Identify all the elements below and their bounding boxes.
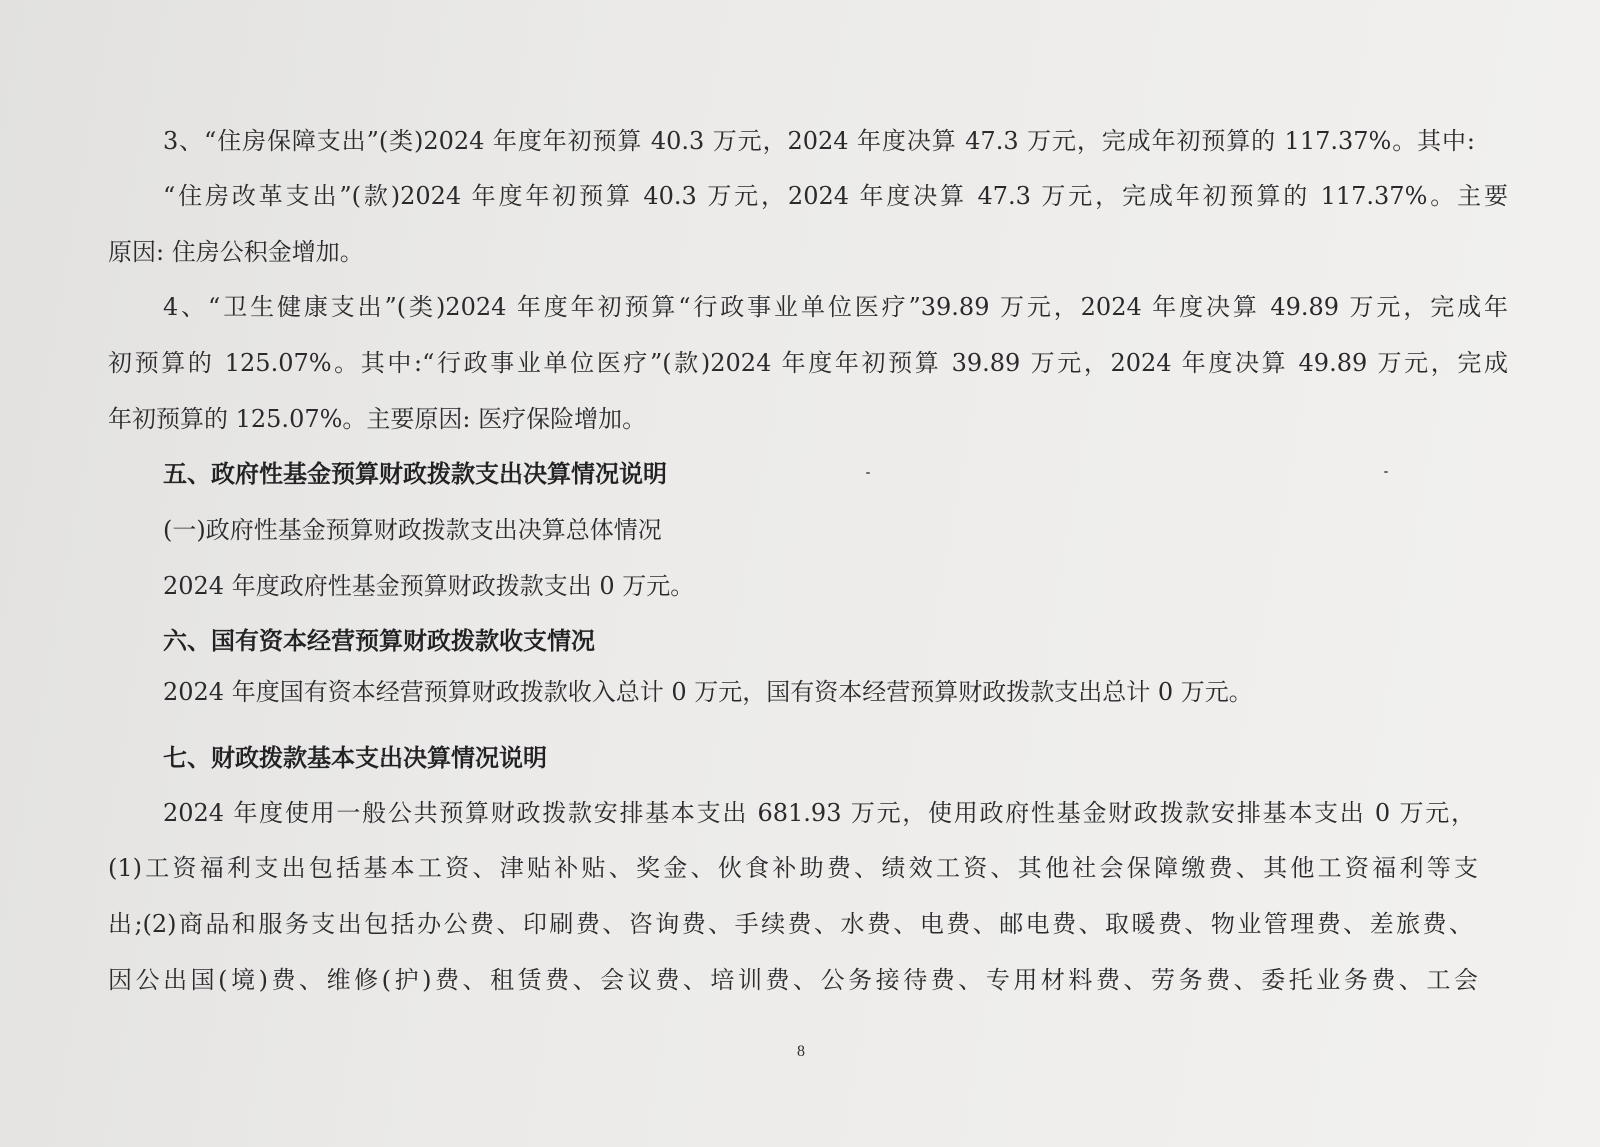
section-heading-5: 五、政府性基金预算财政拨款支出决算情况说明 [163,460,667,488]
paragraph-basic-expenditure-line-4: 因公出国(境)费、维修(护)费、租赁费、会议费、培训费、公务接待费、专用材料费、劳务费、委托业务费、工会 [108,966,1478,994]
paragraph-housing-line-3: 原因: 住房公积金增加。 [108,238,364,266]
paragraph-housing-line-2: “住房改革支出”(款)2024 年度年初预算 40.3 万元，2024 年度决算 47.3 万元，完成年初预算的 117.37%。主要 [163,182,1508,210]
paragraph-state-capital: 2024 年度国有资本经营预算财政拨款收入总计 0 万元，国有资本经营预算财政拨款支出总计 0 万元。 [163,678,1253,706]
paragraph-fund-expenditure: 2024 年度政府性基金预算财政拨款支出 0 万元。 [163,572,695,600]
paragraph-health-line-2: 初预算的 125.07%。其中:“行政事业单位医疗”(款)2024 年度年初预算 39.89 万元，2024 年度决算 49.89 万元，完成 [108,349,1508,377]
page-number: 8 [797,1043,805,1060]
scan-speck [1384,471,1388,473]
paragraph-housing-line-1: 3、“住房保障支出”(类)2024 年度年初预算 40.3 万元，2024 年度决算 47.3 万元，完成年初预算的 117.37%。其中: [163,127,1475,155]
section-heading-7: 七、财政拨款基本支出决算情况说明 [163,744,547,772]
scan-speck [866,472,870,474]
paragraph-basic-expenditure-line-1: 2024 年度使用一般公共预算财政拨款安排基本支出 681.93 万元，使用政府性基金财政拨款安排基本支出 0 万元， [163,799,1475,827]
paragraph-basic-expenditure-line-3: 出;(2)商品和服务支出包括办公费、印刷费、咨询费、手续费、水费、电费、邮电费、取暖费、物业管理费、差旅费、 [108,910,1474,938]
paragraph-health-line-3: 年初预算的 125.07%。主要原因: 医疗保险增加。 [108,405,647,433]
section-heading-6: 六、国有资本经营预算财政拨款收支情况 [163,627,595,655]
subsection-heading-5-1: (一)政府性基金预算财政拨款支出决算总体情况 [163,516,662,544]
paragraph-health-line-1: 4、“卫生健康支出”(类)2024 年度年初预算“行政事业单位医疗”39.89 万元，2024 年度决算 49.89 万元，完成年 [163,293,1508,321]
paragraph-basic-expenditure-line-2: (1)工资福利支出包括基本工资、津贴补贴、奖金、伙食补助费、绩效工资、其他社会保障缴费、其他工资福利等支 [108,854,1478,882]
